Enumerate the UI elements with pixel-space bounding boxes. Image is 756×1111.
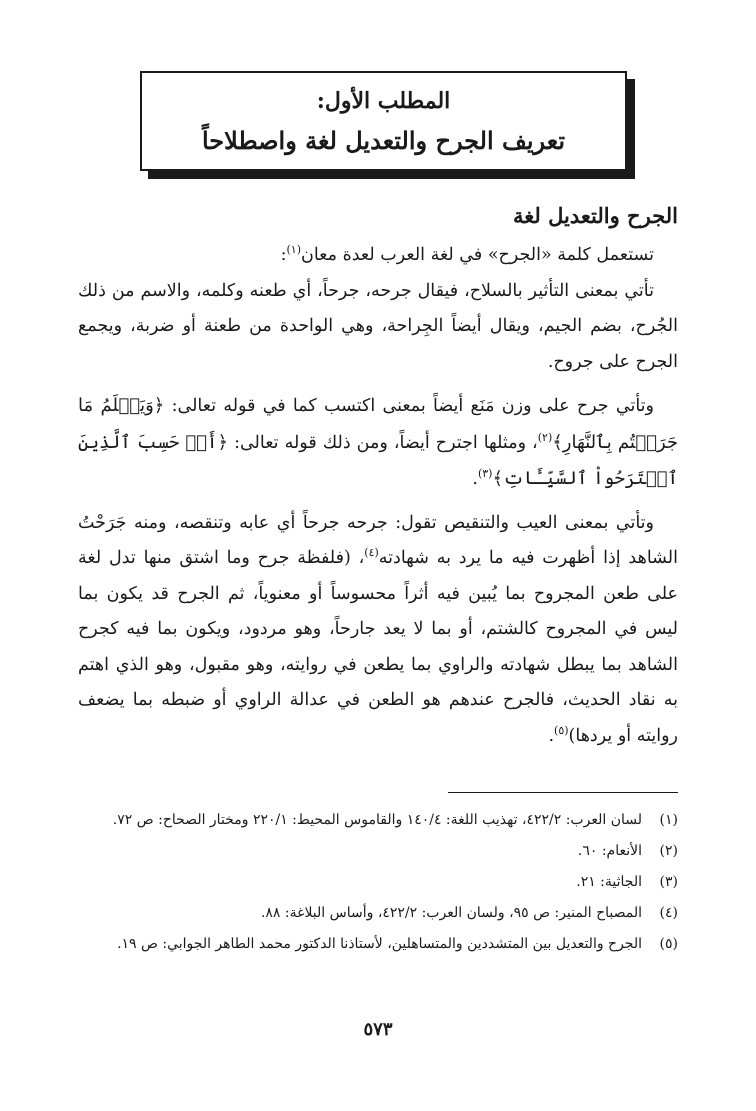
footnotes-list (78, 808, 678, 963)
paragraph-4-end: . (548, 725, 555, 746)
section-title-line1: المطلب الأول: (316, 88, 451, 114)
quran-verse-2: ﴿أَمۡ حَسِبَ ٱلَّذِينَ ٱجۡتَرَحُواْ ٱلسَّيِّـَٔاتِ﴾ (78, 431, 678, 489)
footnote-ref-5: (٥) (554, 723, 569, 737)
footnote-item (78, 932, 678, 956)
footnote-number: (٣) (659, 874, 678, 890)
footnote-text: المصباح المنير: ص ٩٥، ولسان العرب: ٤٢٢/٢، وأساس البلاغة: ٨٨. (260, 905, 642, 921)
paragraph-3-text-a: وتأتي جرح على وزن مَنَع أيضاً بمعنى اكتسب كما في قوله تعالى: (171, 396, 654, 416)
paragraph-3-text-b: ، ومثلها اجترح أيضاً، ومن ذلك قوله تعالى: (234, 432, 538, 453)
footnote-text: الجرح والتعديل بين المتشددين والمتساهلين، لأستاذنا الدكتور محمد الطاهر الجوابي: ص ١٩. (117, 936, 642, 952)
footnote-number: (١) (659, 812, 678, 828)
section-title-line2: تعريف الجرح والتعديل لغة واصطلاحاً (201, 126, 566, 155)
footnote-number: (٤) (659, 905, 678, 921)
paragraph-2: تأتي بمعنى التأثير بالسلاح، فيقال جرحه، جرحاً، أي طعنه وكلمه، والاسم من ذلك الجُرح، بضم الجيم، ويقال أيضاً الجِراحة، وهي الواحدة من طعنة أو ضربة، ويجمع الجرح على جروح. (78, 280, 678, 372)
paragraph-4-text-a: وتأتي بمعنى العيب والتنقيص تقول: جرحه جرحاً أي عابه وتنقصه، ومنه جَرَحْتُ الشاهد إذا أظهرت فيه ما يرد به شهادته (78, 512, 678, 568)
paragraph-4-text-b: ، (فلفظة جرح وما اشتق منها تدل لغة على طعن المجروح بما يُبين فيه أثراً محسوساً أو معنوياً، ثم الجرح قد يكون بما ليس في المجروح كالشتم، أو بما لا يعد جارحاً، وهو مردود، ويكون بما فيه كجرح الشاهد بما يبطل شهادته والراوي بما يطعن في روايته، وهو مقبول، وهو الذي اهتم به نقاد الحديث، فالجرح عندهم هو الطعن في عدالة الراوي أو ضبطه بما يضعف روايته أو يردها) (78, 548, 678, 746)
paragraph-3 (78, 388, 678, 498)
section-title-box (140, 71, 627, 171)
footnote-item (78, 839, 678, 863)
page-number: ٥٧٣ (363, 1019, 393, 1040)
footnote-item (78, 870, 678, 894)
body-text (78, 238, 678, 754)
footnote-number: (٥) (659, 936, 678, 952)
paragraph-1 (78, 238, 678, 274)
footnote-item (78, 808, 678, 832)
footnote-separator (448, 792, 678, 793)
footnote-ref-1: (١) (286, 243, 301, 257)
paragraph-1-text: تستعمل كلمة «الجرح» في لغة العرب لعدة معان (301, 245, 654, 265)
footnote-text: الأنعام: ٦٠. (577, 843, 642, 859)
footnote-text: الجاثية: ٢١. (576, 874, 642, 890)
paragraph-3-end: . (472, 469, 478, 489)
footnote-ref-3: (٣) (477, 467, 493, 481)
footnote-text: لسان العرب: ٤٢٢/٢، تهذيب اللغة: ١٤٠/٤ والقاموس المحيط: ٢٢٠/١ ومختار الصحاح: ص ٧٢. (112, 812, 642, 828)
quran-verse-1: ﴿وَيَعۡلَمُ مَا جَرَحۡتُم بِٱلنَّهَارِ﴾ (78, 395, 678, 453)
paragraph-1-end: : (280, 245, 287, 265)
paragraph-4 (78, 506, 678, 755)
footnote-ref-2: (٢) (537, 430, 553, 444)
footnote-ref-4: (٤) (364, 546, 379, 560)
footnote-item (78, 901, 678, 925)
footnote-number: (٢) (659, 843, 678, 859)
subsection-heading: الجرح والتعديل لغة (513, 203, 678, 228)
